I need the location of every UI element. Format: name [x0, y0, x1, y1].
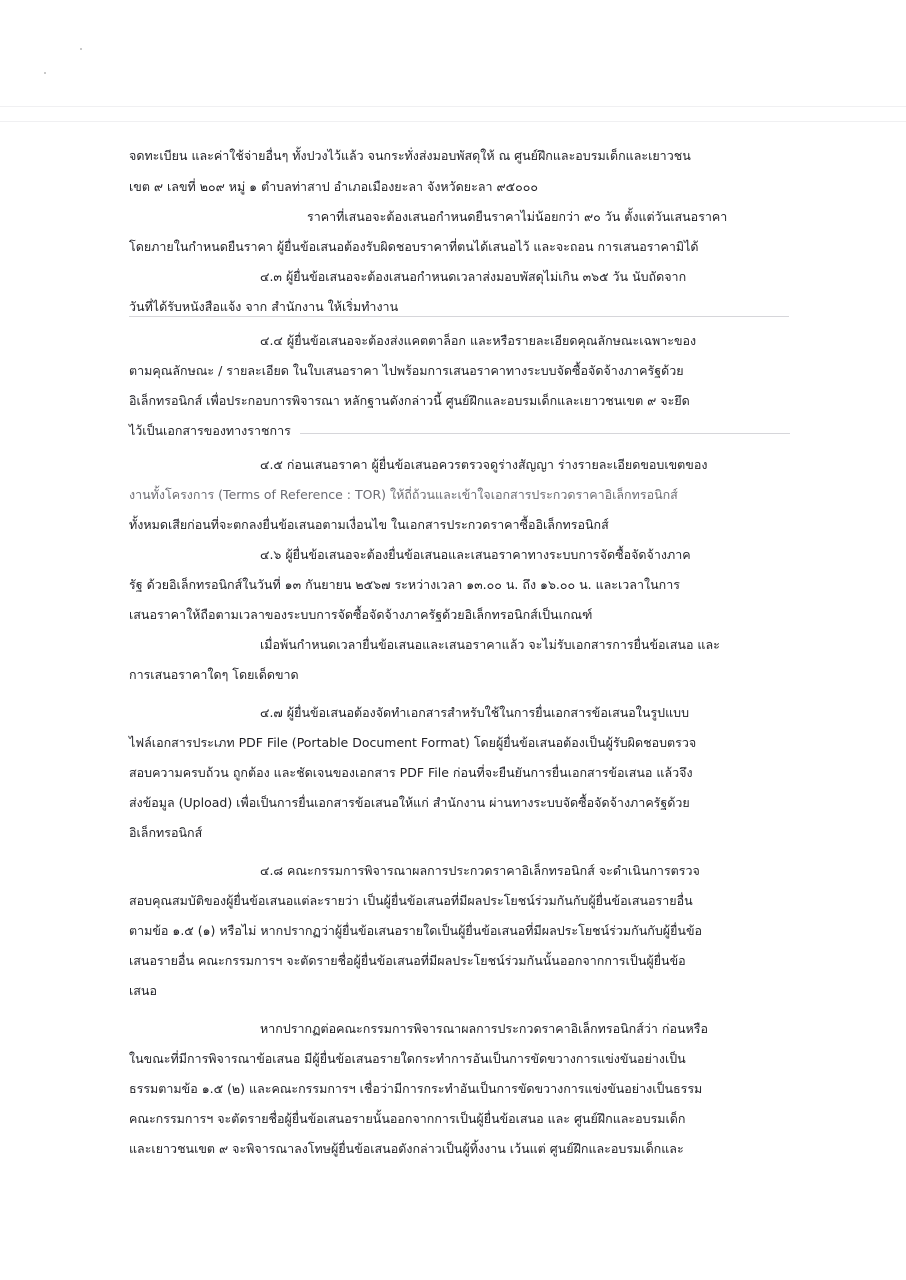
clause-4-4-line: ๔.๔ ผู้ยื่นข้อเสนอจะต้องส่งแคตตาล็อก และหรือรายละเอียดคุณลักษณะเฉพาะของ — [260, 333, 697, 348]
body-line: ไฟล์เอกสารประเภท PDF File (Portable Document Format) โดยผู้ยื่นข้อเสนอต้องเป็นผู้รับผิดชอบตรวจ — [129, 735, 697, 750]
clause-4-5-line: ๔.๕ ก่อนเสนอราคา ผู้ยื่นข้อเสนอควรตรวจดูร่างสัญญา ร่างรายละเอียดขอบเขตของ — [260, 457, 708, 472]
body-line: เสนอ — [129, 983, 157, 998]
body-line: ทั้งหมดเสียก่อนที่จะตกลงยื่นข้อเสนอตามเงื่อนไข ในเอกสารประกวดราคาซื้ออิเล็กทรอนิกส์ — [129, 517, 609, 532]
body-line: รัฐ ด้วยอิเล็กทรอนิกส์ในวันที่ ๑๓ กันยายน ๒๕๖๗ ระหว่างเวลา ๑๓.๐๐ น. ถึง ๑๖.๐๐ น. และเวลาในการ — [129, 577, 680, 592]
clause-4-7-line: ๔.๗ ผู้ยื่นข้อเสนอต้องจัดทำเอกสารสำหรับใช้ในการยื่นเอกสารข้อเสนอในรูปแบบ — [260, 705, 690, 720]
body-line: โดยภายในกำหนดยืนราคา ผู้ยื่นข้อเสนอต้องรับผิดชอบราคาที่ตนได้เสนอไว้ และจะถอน การเสนอราคามิได้ — [129, 239, 699, 254]
scan-speck — [44, 72, 46, 74]
body-line: เมื่อพ้นกำหนดเวลายื่นข้อเสนอและเสนอราคาแล้ว จะไม่รับเอกสารการยื่นข้อเสนอ และ — [260, 637, 720, 652]
body-line: งานทั้งโครงการ (Terms of Reference : TOR) ให้ถี่ถ้วนและเข้าใจเอกสารประกวดราคาอิเล็กทรอนิกส์ — [129, 487, 678, 502]
body-line: ธรรมตามข้อ ๑.๕ (๒) และคณะกรรมการฯ เชื่อว่ามีการกระทำอันเป็นการขัดขวางการแข่งขันอย่างเป็นธรรม — [129, 1081, 703, 1096]
body-line: ตามข้อ ๑.๕ (๑) หรือไม่ หากปรากฏว่าผู้ยื่นข้อเสนอรายใดเป็นผู้ยื่นข้อเสนอที่มีผลประโยชน์ร่วมกันกับผู้ยื่นข้อ — [129, 923, 703, 938]
body-line: การเสนอราคาใดๆ โดยเด็ดขาด — [129, 667, 299, 682]
scan-speck — [80, 48, 82, 50]
body-line: สอบคุณสมบัติของผู้ยื่นข้อเสนอแต่ละรายว่า เป็นผู้ยื่นข้อเสนอที่มีผลประโยชน์ร่วมกันกับผู้ยื่นข้อเสนอรายอื่น — [129, 893, 693, 908]
body-line: เสนอราคาให้ถือตามเวลาของระบบการจัดซื้อจัดจ้างภาครัฐด้วยอิเล็กทรอนิกส์เป็นเกณฑ์ — [129, 607, 593, 622]
scan-artifact-line — [129, 316, 789, 317]
body-line: ไว้เป็นเอกสารของทางราชการ — [129, 423, 291, 438]
body-line: คณะกรรมการฯ จะตัดรายชื่อผู้ยื่นข้อเสนอรายนั้นออกจากการเป็นผู้ยื่นข้อเสนอ และ ศูนย์ฝึกและอบรมเด็ก — [129, 1111, 686, 1126]
scan-artifact-line — [0, 121, 906, 122]
body-line: ในขณะที่มีการพิจารณาข้อเสนอ มีผู้ยื่นข้อเสนอรายใดกระทำการอันเป็นการขัดขวางการแข่งขันอย่างเป็น — [129, 1051, 686, 1066]
body-line: หากปรากฏต่อคณะกรรมการพิจารณาผลการประกวดราคาอิเล็กทรอนิกส์ว่า ก่อนหรือ — [260, 1021, 708, 1036]
body-line: เสนอรายอื่น คณะกรรมการฯ จะตัดรายชื่อผู้ยื่นข้อเสนอที่มีผลประโยชน์ร่วมกันนั้นออกจากการเป็นผู้ยื่นข้อ — [129, 953, 686, 968]
body-line: อิเล็กทรอนิกส์ เพื่อประกอบการพิจารณา หลักฐานดังกล่าวนี้ ศูนย์ฝึกและอบรมเด็กและเยาวชนเขต ๙ จะยึด — [129, 393, 690, 408]
body-line: ราคาที่เสนอจะต้องเสนอกำหนดยืนราคาไม่น้อยกว่า ๙๐ วัน ตั้งแต่วันเสนอราคา — [307, 209, 728, 224]
body-line: จดทะเบียน และค่าใช้จ่ายอื่นๆ ทั้งปวงไว้แล้ว จนกระทั่งส่งมอบพัสดุให้ ณ ศูนย์ฝึกและอบรมเด็กและเยาวชน — [129, 148, 691, 163]
body-line: วันที่ได้รับหนังสือแจ้ง จาก สำนักงาน ให้เริ่มทำงาน — [129, 299, 399, 314]
scan-artifact-line — [300, 433, 790, 434]
body-line: สอบความครบถ้วน ถูกต้อง และชัดเจนของเอกสาร PDF File ก่อนที่จะยืนยันการยื่นเอกสารข้อเสนอ แล้วจึง — [129, 765, 693, 780]
scan-artifact-line — [0, 106, 906, 107]
body-line: ตามคุณลักษณะ / รายละเอียด ในใบเสนอราคา ไปพร้อมการเสนอราคาทางระบบจัดซื้อจัดจ้างภาครัฐด้วย — [129, 363, 684, 378]
body-line: เขต ๙ เลขที่ ๒๐๙ หมู่ ๑ ตำบลท่าสาป อำเภอเมืองยะลา จังหวัดยะลา ๙๕๐๐๐ — [129, 179, 538, 194]
clause-4-3-line: ๔.๓ ผู้ยื่นข้อเสนอจะต้องเสนอกำหนดเวลาส่งมอบพัสดุไม่เกิน ๓๖๕ วัน นับถัดจาก — [260, 269, 687, 284]
clause-4-6-line: ๔.๖ ผู้ยื่นข้อเสนอจะต้องยื่นข้อเสนอและเสนอราคาทางระบบการจัดซื้อจัดจ้างภาค — [260, 547, 691, 562]
clause-4-8-line: ๔.๘ คณะกรรมการพิจารณาผลการประกวดราคาอิเล็กทรอนิกส์ จะดำเนินการตรวจ — [260, 863, 700, 878]
body-line: อิเล็กทรอนิกส์ — [129, 825, 203, 840]
body-line: ส่งข้อมูล (Upload) เพื่อเป็นการยื่นเอกสารข้อเสนอให้แก่ สำนักงาน ผ่านทางระบบจัดซื้อจัดจ้างภาครัฐด้วย — [129, 795, 690, 810]
body-line: และเยาวชนเขต ๙ จะพิจารณาลงโทษผู้ยื่นข้อเสนอดังกล่าวเป็นผู้ทิ้งงาน เว้นแต่ ศูนย์ฝึกและอบรมเด็กและ — [129, 1141, 684, 1156]
